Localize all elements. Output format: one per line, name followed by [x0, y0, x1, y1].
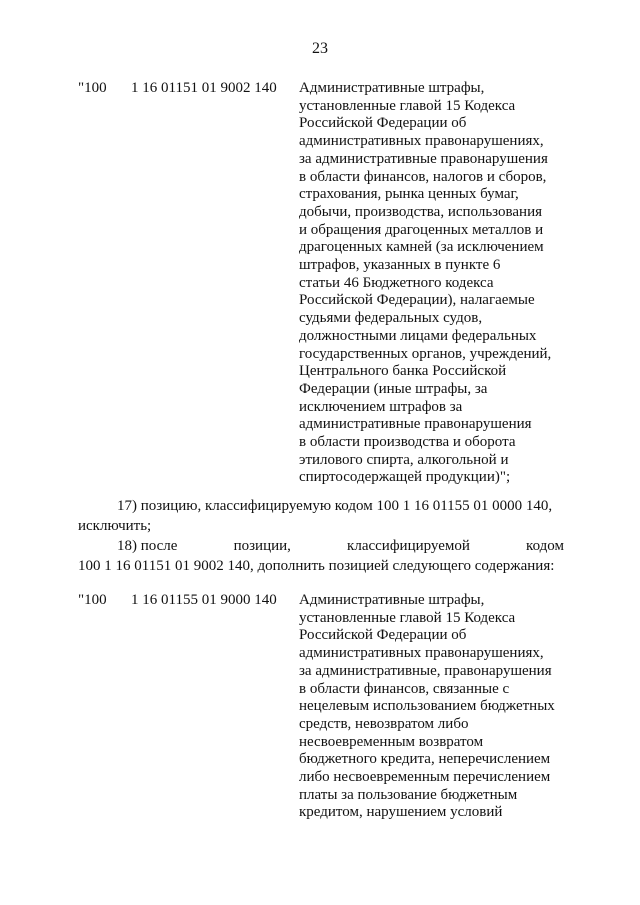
- description-line: либо несвоевременным перечислением: [299, 769, 551, 786]
- description-line: нецелевым использованием бюджетных: [299, 698, 555, 715]
- item-17-paragraph: [78, 496, 564, 536]
- item-18-word: классифицируемой: [347, 538, 470, 554]
- description-line: драгоценных камней (за исключением: [299, 239, 544, 256]
- description-line: Российской Федерации об: [299, 115, 467, 132]
- item-17-line-1: 17) позицию, классифицируемую кодом 100 1 16 01155 01 0000 140,: [117, 498, 553, 514]
- description-line: средств, невозвратом либо: [299, 715, 469, 732]
- description-line: должностными лицами федеральных: [299, 327, 537, 344]
- description-line: установленные главой 15 Кодекса: [299, 97, 516, 114]
- admin-code: "100: [78, 80, 107, 96]
- description-line: спиртосодержащей продукции)";: [299, 469, 511, 486]
- description-line: установленные главой 15 Кодекса: [299, 609, 516, 626]
- description-line: в области производства и оборота: [299, 434, 516, 451]
- description-line: добычи, производства, использования: [299, 203, 543, 220]
- description-line: административных правонарушениях,: [299, 645, 544, 662]
- description-line: кредитом, нарушением условий: [299, 804, 503, 821]
- kbk-code: 1 16 01151 01 9002 140: [131, 80, 277, 96]
- description-line: бюджетного кредита, неперечислением: [299, 751, 551, 768]
- description-line: платы за пользование бюджетным: [299, 786, 518, 803]
- kbk-code: 1 16 01155 01 9000 140: [131, 592, 277, 608]
- entry-description: [299, 592, 569, 822]
- description-line: штрафов, указанных в пункте 6: [299, 257, 501, 274]
- description-line: страхования, рынка ценных бумаг,: [299, 186, 519, 203]
- description-line: в области финансов, связанные с: [299, 680, 510, 697]
- description-line: Российской Федерации об: [299, 627, 467, 644]
- description-line: Административные штрафы,: [299, 592, 485, 608]
- description-line: государственных органов, учреждений,: [299, 345, 552, 362]
- item-18-line-2: 100 1 16 01151 01 9002 140, дополнить позицией следующего содержания:: [78, 558, 555, 574]
- item-18-line-1: [78, 536, 564, 556]
- item-18-word: кодом: [526, 538, 564, 554]
- description-line: административных правонарушениях,: [299, 133, 544, 150]
- description-line: и обращения драгоценных металлов и: [299, 221, 544, 238]
- item-18-word: 18) после: [117, 538, 178, 554]
- description-line: статьи 46 Бюджетного кодекса: [299, 274, 494, 291]
- description-line: несвоевременным возвратом: [299, 733, 484, 750]
- description-line: Федерации (иные штрафы, за: [299, 380, 488, 397]
- item-18-word: позиции,: [233, 538, 291, 554]
- item-17-line-2: исключить;: [78, 518, 152, 534]
- description-line: этилового спирта, алкогольной и: [299, 451, 509, 468]
- entry-description: [299, 80, 569, 487]
- description-line: судьями федеральных судов,: [299, 310, 483, 327]
- description-line: Российской Федерации), налагаемые: [299, 292, 535, 309]
- description-line: за административные правонарушения: [299, 150, 548, 167]
- page-number: 23: [312, 40, 328, 57]
- description-line: Административные штрафы,: [299, 80, 485, 96]
- description-line: Центрального банка Российской: [299, 363, 507, 380]
- description-line: в области финансов, налогов и сборов,: [299, 168, 547, 185]
- description-line: за административные, правонарушения: [299, 662, 552, 679]
- admin-code: "100: [78, 592, 107, 608]
- description-line: административные правонарушения: [299, 416, 532, 433]
- item-18-paragraph: [78, 536, 564, 576]
- description-line: исключением штрафов за: [299, 398, 463, 415]
